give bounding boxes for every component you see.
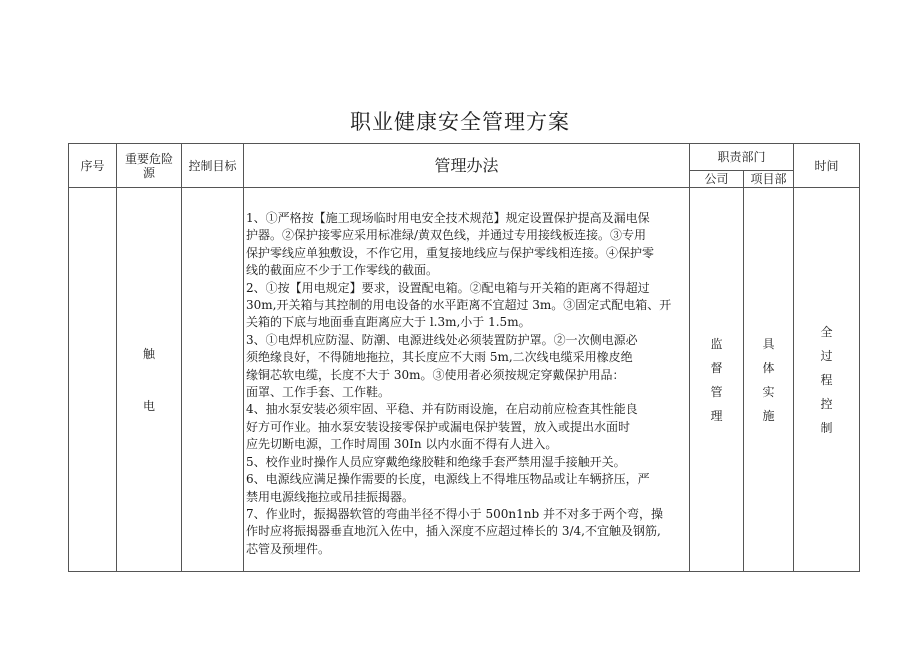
method-line: 5、校作业时操作人员应穿戴绝缘胶鞋和绝缘手套严禁用湿手接触开关。 (246, 454, 626, 469)
method-line: 应先切断电源，工作时周围 30In 以内水面不得有人进入。 (246, 437, 558, 452)
method-line: 护器。②保护接零应采用标准绿/黄双色线，并通过专用接线板连接。③专用 (246, 228, 647, 243)
project-char: 施 (762, 408, 775, 423)
cell-seq (69, 188, 117, 572)
cell-target (182, 188, 244, 572)
method-line: 面罩、工作手套、工作鞋。 (246, 385, 391, 400)
method-line: 2、①按【用电规定】要求，设置配电箱。②配电箱与开关箱的距离不得超过 (246, 280, 650, 295)
time-char: 全 (820, 324, 833, 339)
method-line: 线的截面应不少于工作零线的截面。 (246, 263, 439, 278)
plan-table (68, 143, 860, 572)
method-line: 缘铜芯软电缆，长度不大于 30m。③使用者必须按规定穿戴保护用品： (246, 367, 625, 382)
method-line: 须绝缘良好，不得随地拖拉，其长度应不大雨 5m,二次线电缆采用橡皮绝 (246, 350, 633, 365)
time-char: 程 (820, 372, 833, 387)
company-char: 监 (710, 336, 723, 351)
project-char: 实 (762, 384, 775, 399)
project-char: 体 (762, 360, 775, 375)
method-line: 7、作业时，振揭器软管的弯曲半径不得小于 500n1nb 并不对多于两个弯，操 (246, 506, 663, 521)
method-line: 6、电源线应满足操作需要的长度，电源线上不得堆压物品或让车辆挤压，严 (246, 472, 650, 487)
header-company: 公司 (690, 171, 744, 188)
cell-time (794, 188, 860, 572)
method-line: 关箱的下底与地面垂直距离应大于 l.3m,小于 1.5m。 (246, 315, 531, 330)
header-dept: 职责部门 (690, 144, 794, 171)
method-line: 3、①电焊机应防湿、防潮、电源进线处必须装置防护罩。②一次侧电源必 (246, 332, 638, 347)
cell-hazard (117, 188, 182, 572)
method-line: 芯管及预埋件。 (246, 541, 331, 556)
project-char: 具 (762, 336, 775, 351)
method-line: 30m,开关箱与其控制的用电设备的水平距离不宜超过 3m。③固定式配电箱、开 (246, 298, 672, 313)
header-method: 管理办法 (244, 144, 690, 188)
cell-company (690, 188, 744, 572)
method-line: 禁用电源线拖拉或吊挂振揭器。 (246, 489, 415, 504)
method-line: 好方可作业。抽水泵安装设接零保护或漏电保护装置，放入或提出水面时 (246, 419, 631, 434)
cell-project (744, 188, 794, 572)
hazard-char: 触 (142, 346, 155, 361)
hazard-char: 电 (142, 398, 155, 413)
method-line: 4、抽水泵安装必须牢固、平稳、并有防雨设施，在启动前应检查其性能良 (246, 402, 638, 417)
cell-method (244, 188, 690, 572)
header-hazard: 重要危险源 (117, 144, 182, 188)
time-char: 制 (820, 420, 833, 435)
company-char: 理 (710, 408, 723, 423)
time-char: 过 (820, 348, 833, 363)
company-char: 督 (710, 360, 723, 375)
time-char: 控 (820, 396, 833, 411)
header-seq: 序号 (69, 144, 117, 188)
header-project: 项目部 (744, 171, 794, 188)
method-line: 作时应将振揭器垂直地沉入佐中，插入深度不应超过棒长的 3/4,不宜触及钢筋, (246, 524, 661, 539)
page-title: 职业健康安全管理方案 (350, 110, 570, 134)
method-line: 保护零线应单独敷设，不作它用，重复接地线应与保护零线相连接。④保护零 (246, 245, 655, 260)
method-line: 1、①严格按【施工现场临时用电安全技术规范】规定设置保护提高及漏电保 (246, 211, 650, 225)
header-target: 控制目标 (182, 144, 244, 188)
header-time: 时间 (794, 144, 860, 188)
company-char: 管 (710, 384, 723, 399)
